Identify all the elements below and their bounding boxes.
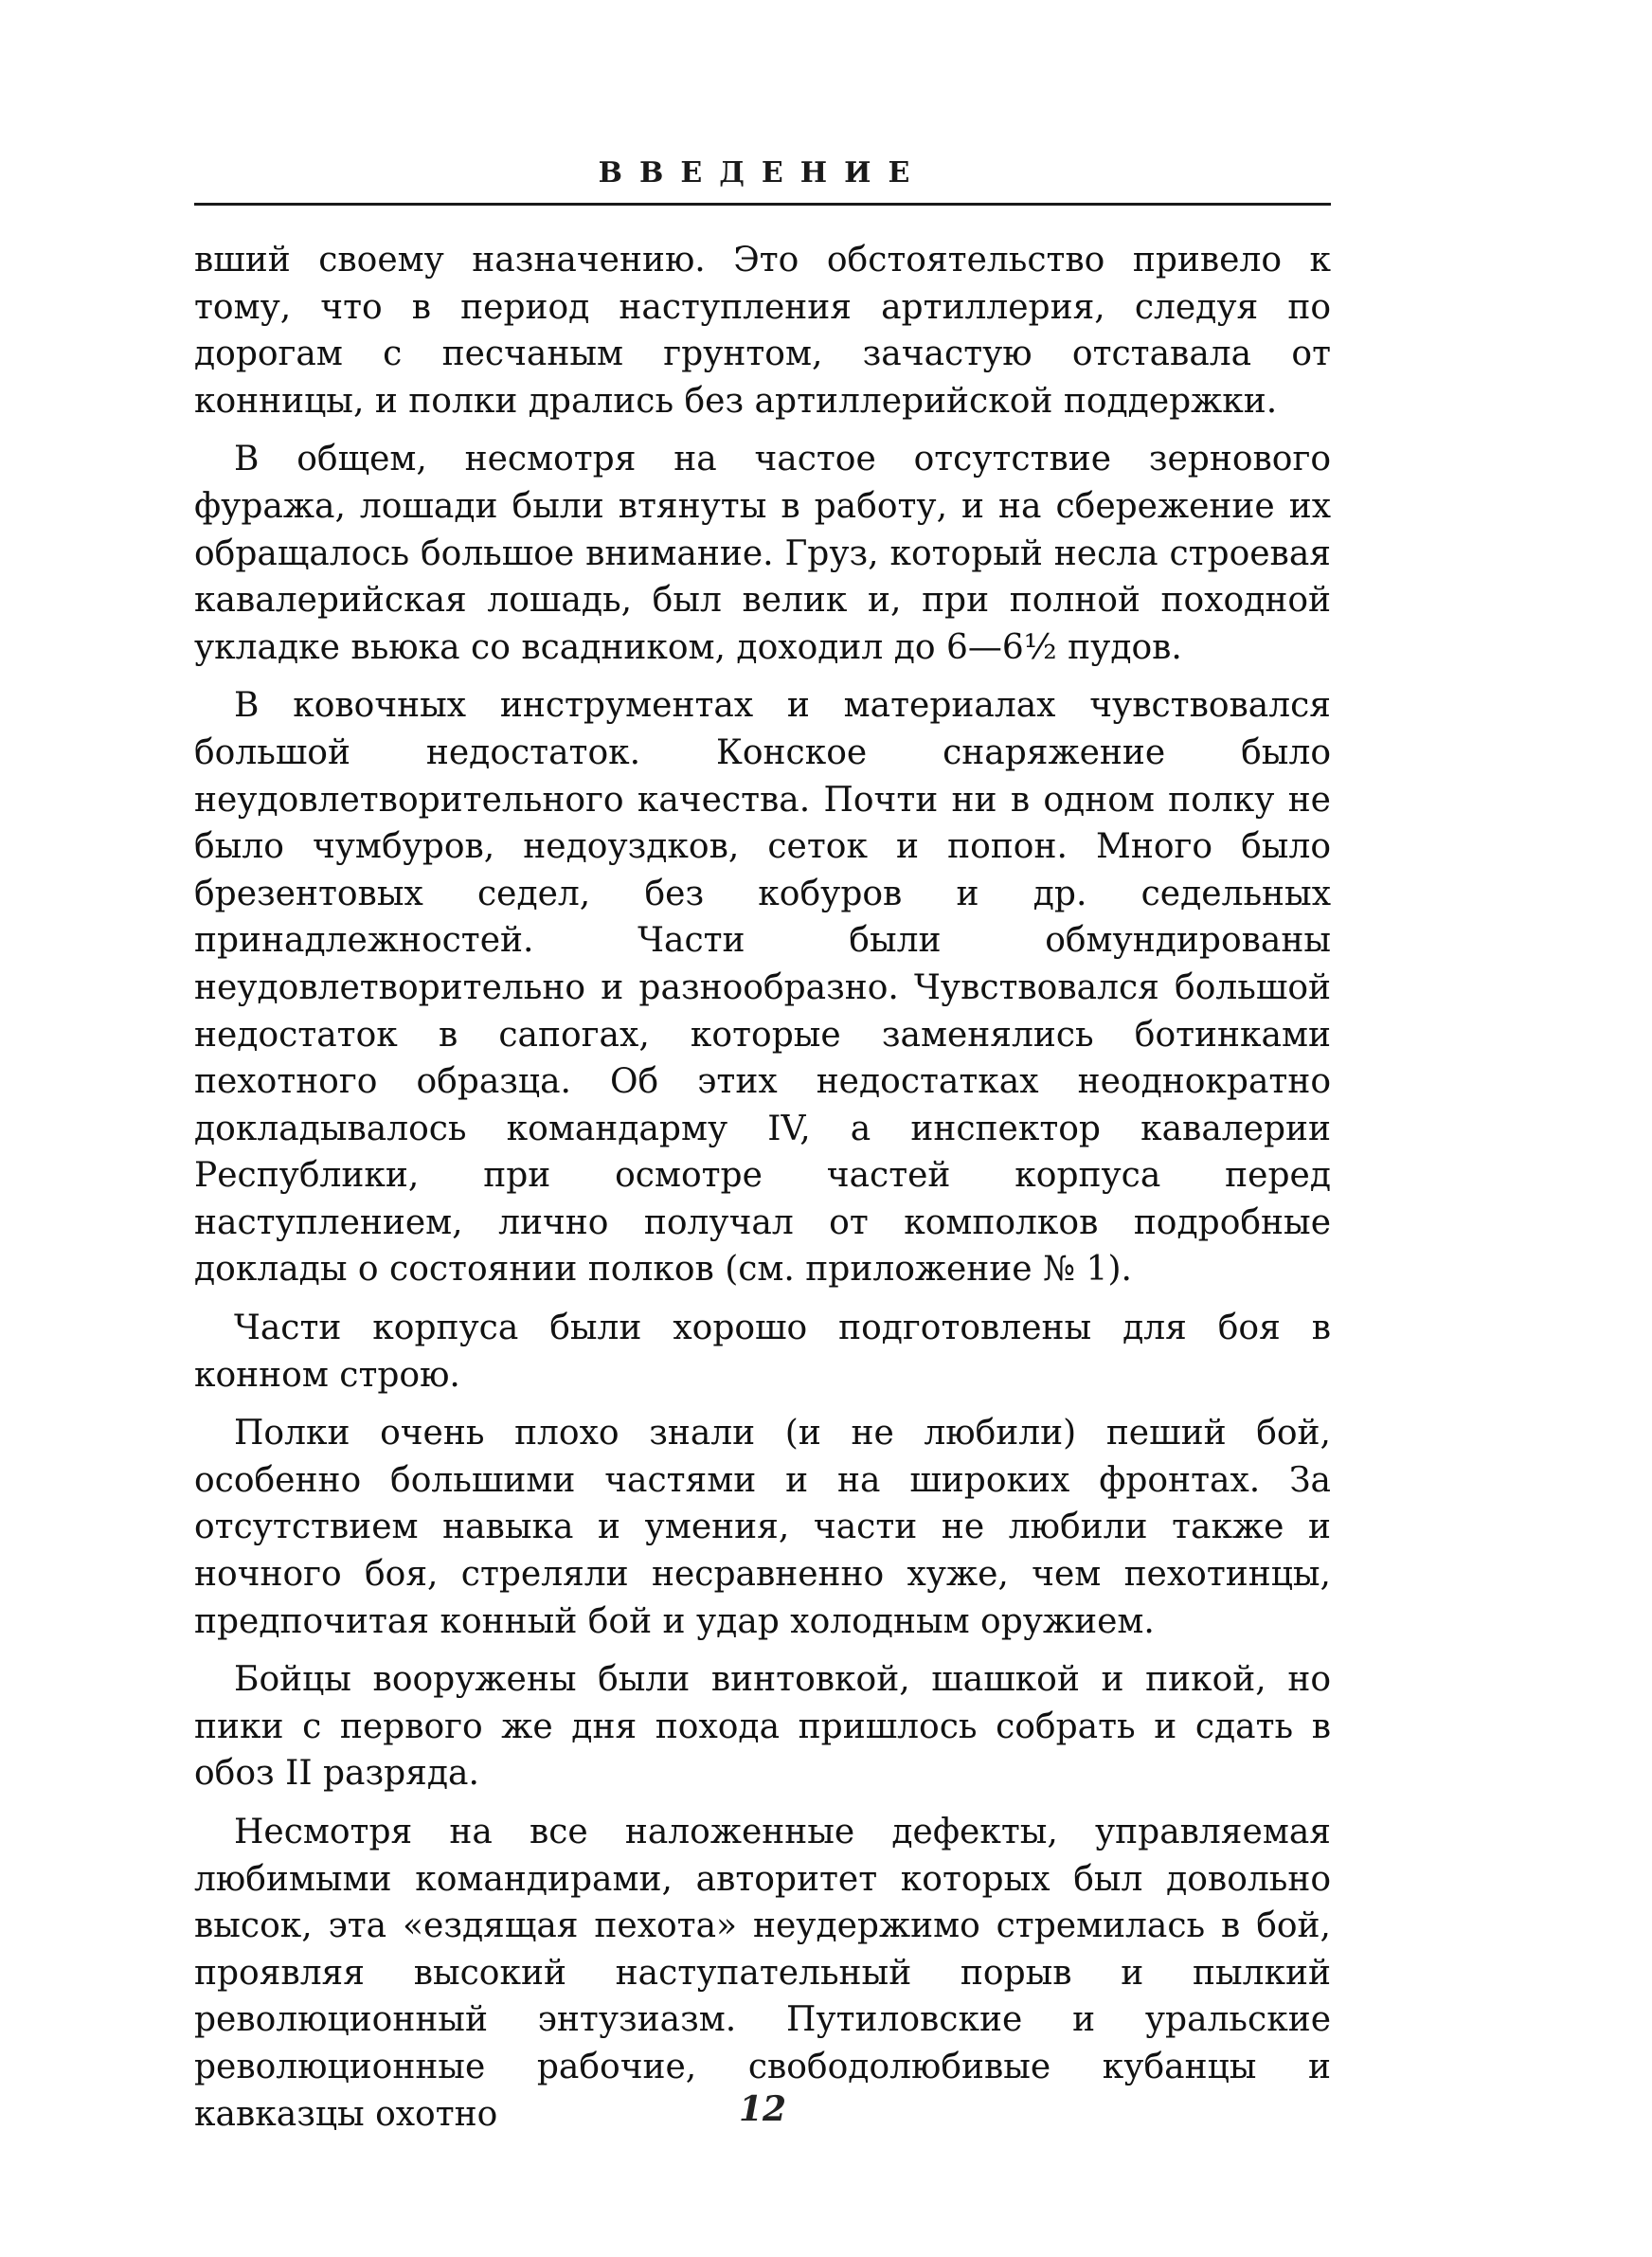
paragraph-3: В ковочных инструментах и материалах чувствовался большой недостаток. Конское снаряжение было неудовлетворительного качества. Почти ни в одном полку не было чумбуров, недоуздков, сеток и попон. Много было брезентовых седел, без кобуров и др. седельных принадлежностей. Части были обмундированы неудовлетворительно и разнообразно. Чувствовался большой недостаток в сапогах, которые заменялись ботинками пехотного образца. Об этих недостатках неоднократно докладывалось командарму IV, а инспектор кавалерии Республики, при осмотре частей корпуса перед наступлением, лично получал от комполков подробные доклады о состоянии полков (см. приложение № 1).: [194, 686, 1331, 1290]
paragraph-1: вший своему назначению. Это обстоятельство привело к тому, что в период наступления артиллерия, следуя по дорогам с песчаным грунтом, зачастую отставала от конницы, и полки дрались без артиллерийской поддержки.: [194, 241, 1331, 421]
paragraph-4: Части корпуса были хорошо подготовлены для боя в конном строю.: [194, 1309, 1331, 1395]
body-text: [194, 237, 1331, 2149]
paragraph-5: Полки очень плохо знали (и не любили) пеший бой, особенно большими частями и на широких фронтах. За отсутствием навыка и умения, части не любили также и ночного боя, стреляли несравненно хуже, чем пехотинцы, предпочитая конный бой и удар холодным оружием.: [194, 1414, 1331, 1641]
page-number: 12: [738, 2089, 787, 2129]
paragraph-2: В общем, несмотря на частое отсутствие зернового фуража, лошади были втянуты в работу, и на сбережение их обращалось большое внимание. Груз, который несла строевая кавалерийская лошадь, был велик и, при полной походной укладке вьюка со всадником, доходил до 6—6½ пудов.: [194, 440, 1331, 667]
paragraph-7: Несмотря на все наложенные дефекты, управляемая любимыми командирами, авторитет которых был довольно высок, эта «ездящая пехота» неудержимо стремилась в бой, проявляя высокий наступательный порыв и пылкий революционный энтузиазм. Путиловские и уральские революционные рабочие, свободолюбивые кубанцы и кавказцы охотно: [194, 1813, 1331, 2134]
header-rule: [194, 203, 1331, 206]
paragraph-6: Бойцы вооружены были винтовкой, шашкой и пикой, но пики с первого же дня похода пришлось собрать и сдать в обоз II разряда.: [194, 1660, 1331, 1794]
running-header: ВВЕДЕНИЕ: [598, 156, 927, 190]
